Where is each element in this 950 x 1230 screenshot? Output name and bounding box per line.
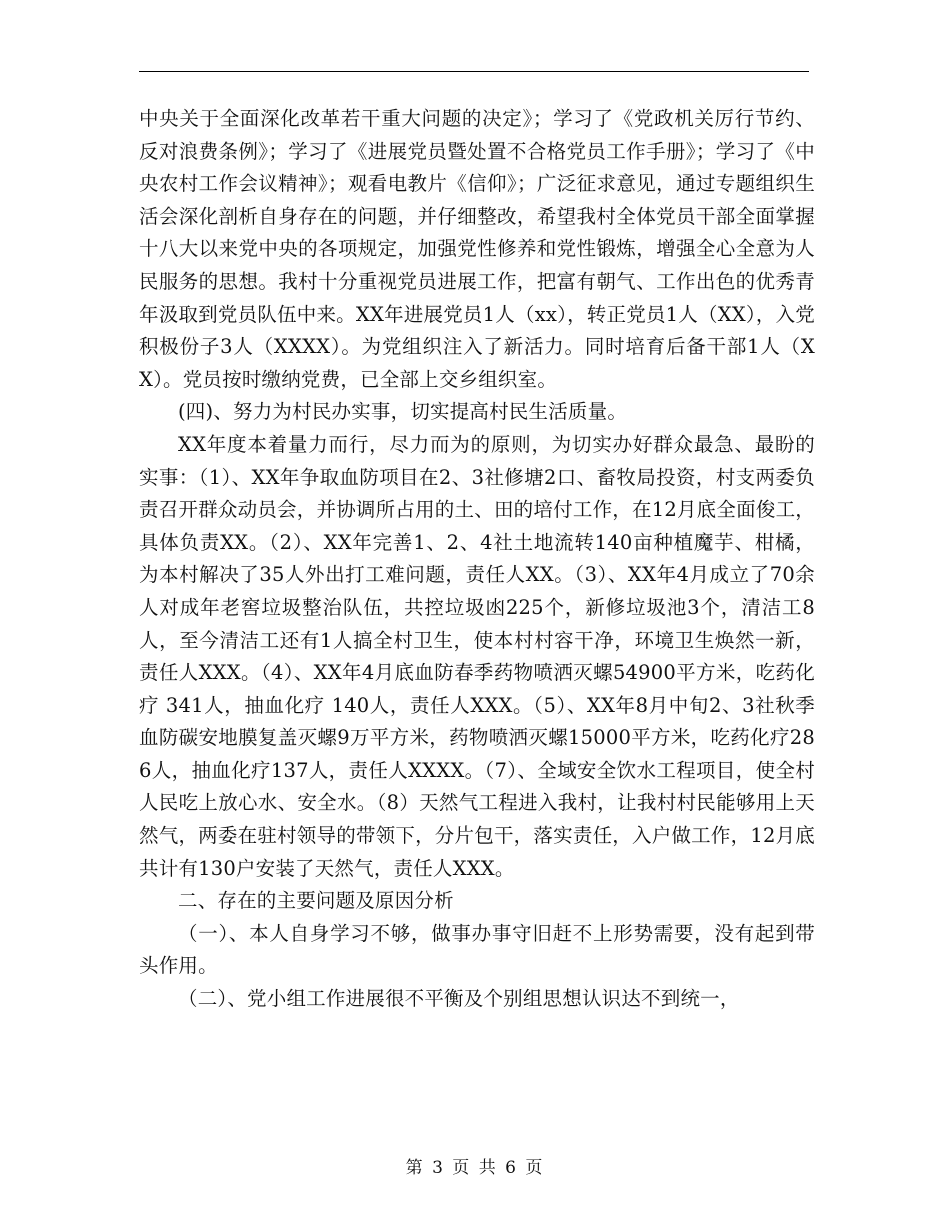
page-number-footer: 第 3 页 共 6 页	[405, 1158, 545, 1178]
paragraph-problem-two: （二）、党小组工作进展很不平衡及个别组思想认识达不到统一，	[178, 987, 740, 1011]
header-rule	[139, 71, 809, 72]
section-heading-problems: 二、存在的主要问题及原因分析	[178, 889, 454, 913]
paragraph-study-and-party-building: 中央关于全面深化改革若干重大问题的决定》；学习了《党政机关厉行节约、反对浪费条例》；学习了《进展党员暨处置不合格党员工作手册》；学习了《中央农村工作会议精神》；观看电教片《信仰》；广泛征求意见，通过专题组织生活会深化剖析自身存在的问题，并仔细整改，希望我村全体党员干部全面掌握十八大以来党中央的各项规定，加强党性修养和党性锻炼，增强全心全意为人民服务的思想。我村十分重视党员进展工作，把富有朝气、工作出色的优秀青年汲取到党员队伍中来。XX年进展党员1人（xx），转正党员1人（XX），入党积极份子3人（XXXX）。为党组织注入了新活力。同时培育后备干部1人（XX）。党员按时缴纳党费，已全部上交乡组织室。	[139, 107, 815, 391]
paragraph-problem-one: （一）、本人自身学习不够，做事办事守旧赶不上形势需要，没有起到带头作用。	[139, 921, 815, 978]
paragraph-practical-matters: XX年度本着量力而行，尽力而为的原则，为切实办好群众最急、最盼的实事：（1）、XX年争取血防项目在2、3社修塘2口、畜牧局投资，村支两委负责召开群众动员会，并协调所占用的土、田的培付工作，在12月底全面俊工，具体负责XX。（2）、XX年完善1、2、4社土地流转140亩种植魔芋、柑橘，为本村解决了35人外出打工难问题，责任人XX。（3）、XX年4月成立了70余人对成年老窖垃圾整治队伍，共控垃圾凼225个，新修垃圾池3个，清洁工8人，至今清洁工还有1人搞全村卫生，使本村村容干净，环境卫生焕然一新，责任人XXX。（4）、XX年4月底血防春季药物喷洒灭螺54900平方米，吃药化疗 341人，抽血化疗 140人，责任人XXX。（5）、XX年8月中旬2、3社秋季血防碳安地膜复盖灭螺9万平方米，药物喷洒灭螺15000平方米，吃药化疗286人，抽血化疗137人，责任人XXXX。（7）、全域安全饮水工程项目，使全村人民吃上放心水、安全水。（8）天然气工程进入我村，让我村村民能够用上天然气，两委在驻村领导的带领下，分片包干，落实责任，入户做工作，12月底共计有130户安装了天然气，责任人XXX。	[139, 432, 815, 880]
body-text	[139, 103, 815, 1016]
section-heading-four: (四)、努力为村民办实事，切实提高村民生活质量。	[178, 400, 628, 424]
